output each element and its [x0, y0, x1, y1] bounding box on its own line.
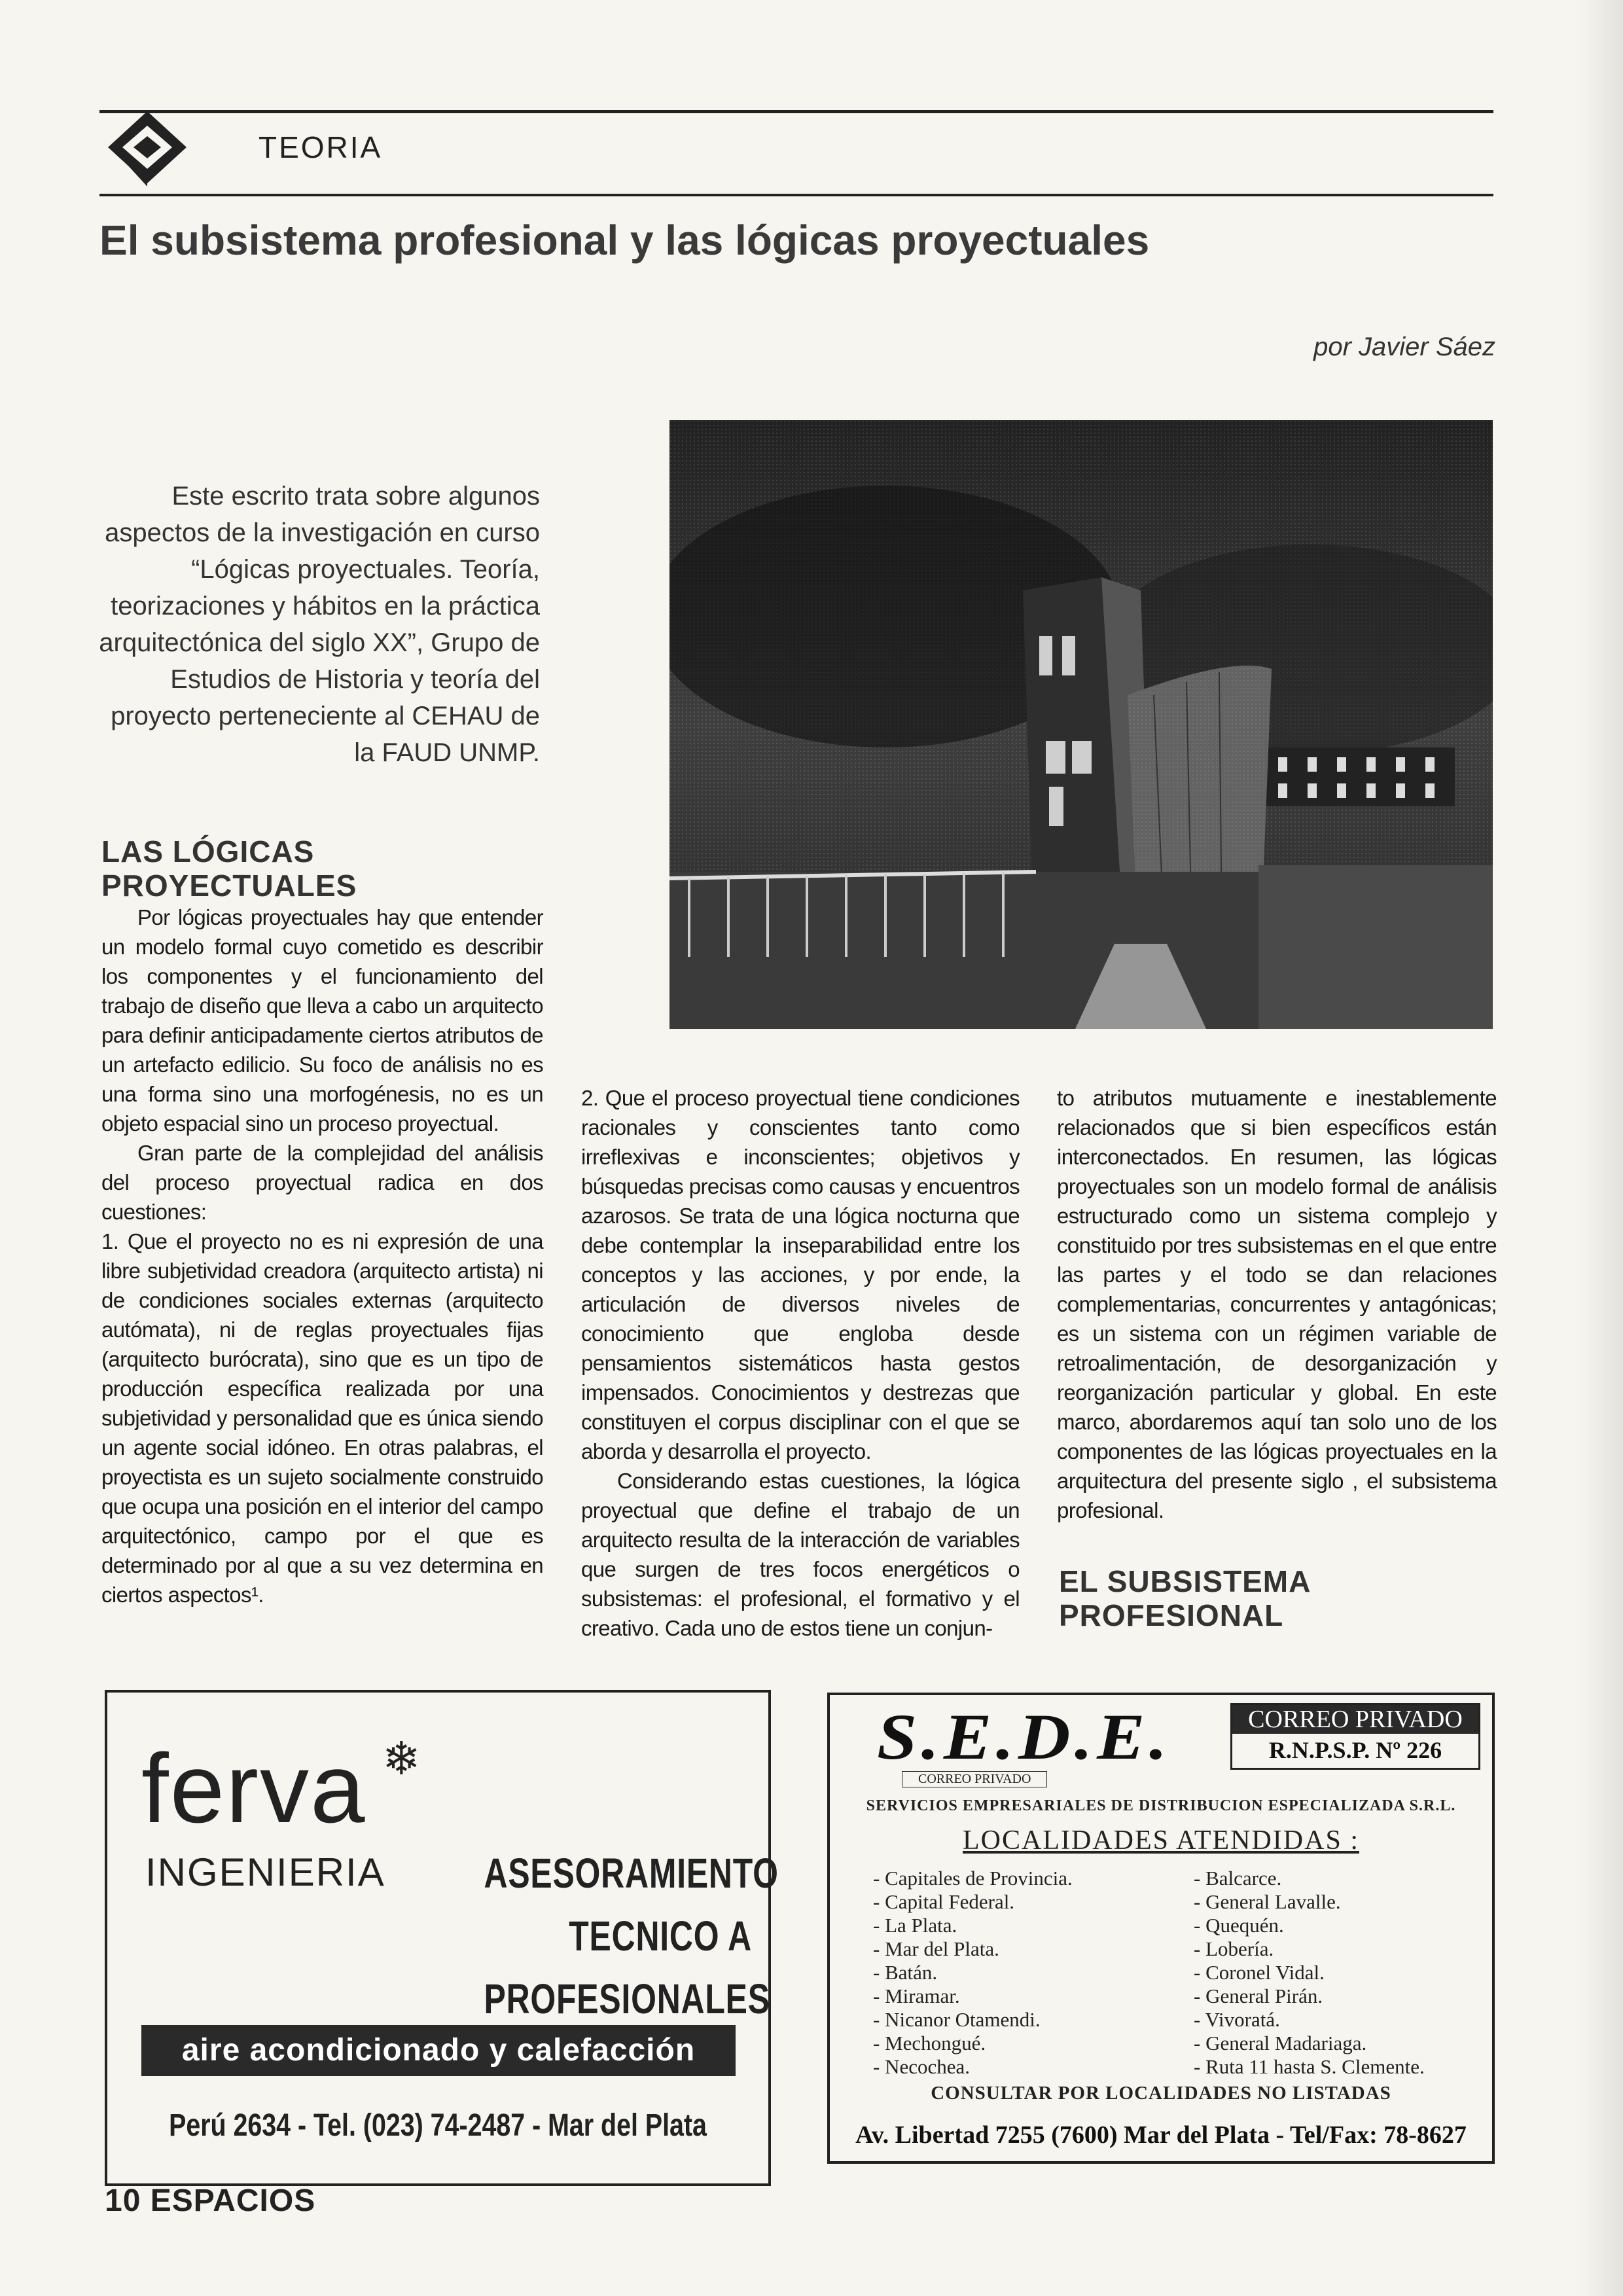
list-item: - Lobería. [1194, 1937, 1274, 1960]
list-item: - Quequén. [1194, 1914, 1284, 1937]
paragraph: 2. Que el proceso proyectual tiene condiciones racionales y conscientes tanto como irreflexivas e inconscientes; objetivos y búsquedas precisas como causas y encuentros azarosos. Se trata de una lógica nocturna que debe contemplar la inseparabilidad entre los conceptos y las acciones, y por ende, la articulación de diversos niveles de conocimiento que engloba desde pensamientos sistemáticos hasta gestos impensados. Conocimientos y destrezas que constituyen el corpus disciplinar con el que se aborda y desarrolla el proyecto. [581, 1086, 1020, 1463]
list-item: - Necochea. [873, 2055, 971, 2078]
page-number: 10 [105, 2183, 141, 2218]
page-footer [105, 2183, 315, 2219]
section-label: TEORIA [259, 130, 383, 164]
paragraph: 1. Que el proyecto no es ni expresión de una libre subjetividad creadora (arquitecto artista) ni de condiciones sociales externas (arquitecto autómata), ni de reglas proyectuales fijas (arquitecto burócrata), sino que es un tipo de producción específica realizada por una subjetividad y personalidad que es única siendo un agente social idóneo. En otras palabras, el proyectista es un sujeto socialmente construido que ocupa una posición en el interior del campo arquitectónico, campo por el que es determinado por al que a su vez determina en ciertos aspectos¹. [101, 1229, 543, 1607]
list-item: - La Plata. [873, 1914, 957, 1937]
consult-note: CONSULTAR POR LOCALIDADES NO LISTADAS [931, 2083, 1391, 2104]
list-item: - Vivoratá. [1194, 2008, 1280, 2031]
list-item: - Ruta 11 hasta S. Clemente. [1194, 2055, 1425, 2078]
paragraph: to atributos mutuamente e inestablemente relacionados que si bien específicos están interconectados. En resumen, las lógicas proyectuales son un modelo formal de análisis estructurado como un sistema complejo y constituido por tres subsistemas en el que entre las partes y el todo se dan relaciones complementarias, concurrentes y antagónicas; es un sistema con un régimen variable de retroalimentación, de desorganización y reorganización particular y global. En este marco, abordaremos aquí tan solo uno de los componentes de las lógicas proyectuales en la arquitectura del presente siglo , el subsistema profesional. [1057, 1086, 1497, 1522]
header-underline-rule [99, 194, 1493, 196]
list-item: - General Pirán. [1194, 1984, 1323, 2007]
article-column-3 [1057, 1083, 1497, 1525]
article-title: El subsistema profesional y las lógicas proyectuales [99, 217, 1150, 264]
ferva-ad [105, 1690, 779, 2186]
intro-text: Este escrito trata sobre algunos aspectos de la investigación en curso “Lógicas proyectuales. Teoría, teorizaciones y hábitos en la práctica arquitectónica del siglo XX”, Grupo de Estudios de Historia y teoría del proyecto perteneciente al CEHAU de la FAUD UNMP. [99, 482, 540, 767]
paragraph: Gran parte de la complejidad del análisis del proceso proyectual radica en dos cuestiones: [101, 1141, 543, 1224]
localities-left-list [873, 1867, 1073, 2079]
list-item: - Miramar. [873, 1984, 960, 2007]
list-item: - Batán. [873, 1961, 938, 1984]
correo-privado-box [1230, 1703, 1480, 1770]
list-item: - Capital Federal. [873, 1890, 1015, 1913]
paragraph: Considerando estas cuestiones, la lógica proyectual que define el trabajo de un arquitecto resulta de la interacción de variables que surgen de tres focos energéticos o subsistemas: el profesional, el formativo y el creativo. Cada uno de estos tiene un conjun- [581, 1469, 1020, 1640]
correo-privado-label: CORREO PRIVADO [1232, 1705, 1478, 1734]
list-item: - Balcarce. [1194, 1867, 1282, 1890]
ferva-banner: aire acondicionado y calefacción [141, 2025, 736, 2076]
list-item: - General Lavalle. [1194, 1890, 1341, 1913]
page-edge-shadow [1577, 0, 1623, 2296]
sede-services: SERVICIOS EMPRESARIALES DE DISTRIBUCION ESPECIALIZADA S.R.L. [866, 1797, 1456, 1814]
magazine-logo-icon [98, 105, 196, 190]
sede-ad [827, 1693, 1495, 2164]
rnpsp-number: R.N.P.S.P. Nº 226 [1268, 1737, 1442, 1763]
building-photo [669, 420, 1493, 1029]
list-item: - Mechongué. [873, 2032, 986, 2054]
ferva-address: Perú 2634 - Tel. (023) 74-2487 - Mar del Plata [169, 2108, 707, 2143]
magazine-name: ESPACIOS [150, 2183, 316, 2218]
sede-address: Av. Libertad 7255 (7600) Mar del Plata - Tel/Fax: 78-8627 [855, 2121, 1467, 2149]
article-column-2 [581, 1083, 1020, 1643]
ferva-slogan: ASESORAMIENTO TECNICO A PROFESIONALES [484, 1850, 779, 2022]
author-byline: por Javier Sáez [1313, 332, 1495, 361]
localities-right-list [1194, 1867, 1425, 2079]
list-item: - Coronel Vidal. [1194, 1961, 1325, 1984]
top-rule [99, 110, 1493, 113]
list-item: - Capitales de Provincia. [873, 1867, 1073, 1890]
article-column-1 [101, 834, 543, 1609]
list-item: - Nicanor Otamendi. [873, 2008, 1041, 2031]
snowflake-icon: ❄ [382, 1733, 421, 1784]
ferva-subtitle: INGENIERIA [145, 1850, 385, 1894]
section-heading-subsistema: EL SUBSISTEMA PROFESIONAL [1059, 1564, 1311, 1632]
list-item: - General Madariaga. [1194, 2032, 1367, 2054]
localities-title: LOCALIDADES ATENDIDAS : [963, 1825, 1359, 1856]
list-item: - Mar del Plata. [873, 1937, 999, 1960]
sede-address-bar [827, 2115, 1495, 2164]
ferva-brand: ferva [141, 1733, 366, 1843]
section-heading-logicas: LAS LÓGICAS PROYECTUALES [101, 834, 357, 903]
sede-logo-subtitle: CORREO PRIVADO [902, 1771, 1047, 1787]
paragraph: Por lógicas proyectuales hay que entender un modelo formal cuyo cometido es describir los componentes y el funcionamiento del trabajo de diseño que lleva a cabo un arquitecto para definir anticipadamente ciertos atributos de un artefacto edilicio. Su foco de análisis no es una forma sino una morfogénesis, no es un objeto espacial sino un proceso proyectual. [101, 905, 544, 1136]
sede-logo: S.E.D.E. [877, 1700, 1172, 1773]
